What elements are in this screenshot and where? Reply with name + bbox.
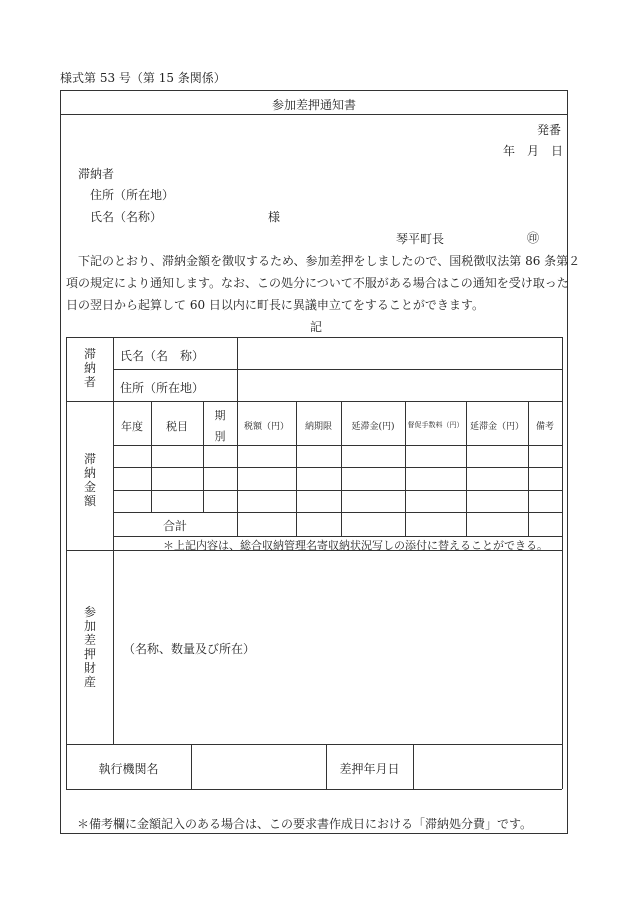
seizure-divider [413,744,414,789]
header-zeimoku: 税目 [166,420,188,433]
amount-char: 滞 [83,452,96,466]
amount-char: 額 [83,494,96,508]
property-char: 押 [83,647,96,661]
amount-char: 納 [83,466,96,480]
debtor-char: 者 [83,375,96,389]
document-title: 参加差押通知書 [271,98,356,112]
amount-char: 金 [83,480,96,494]
header-entaikin-2: 延滞金（円） [469,422,524,432]
total-label: 合計 [162,519,187,533]
property-char: 産 [83,675,96,689]
property-char: 財 [83,661,96,675]
debtor-section-bottom [66,401,562,402]
mayor-label: 琴平町長 [396,232,445,246]
table-left [66,337,67,789]
name-label: 氏名（名称） [90,210,163,224]
row-name-label: 氏名（名 称） [120,349,205,363]
amount-row-divider [113,490,562,491]
body-line-1: 下記のとおり、滞納金額を徴収するため、参加差押をしましたので、国税徴収法第 86 条第２ [78,254,581,268]
footer-note: ＊備考欄に金額記入のある場合は、この要求書作成日における「滞納処分費」です。 [77,817,533,831]
header-nendo: 年度 [121,420,143,433]
body-line-3: 日の翌日から起算して 60 日以内に町長に異議申立てをすることができます。 [66,298,484,312]
property-char: 参 [83,605,96,619]
sama-label: 様 [268,210,281,224]
label-column-divider [113,337,114,744]
property-section-label [76,605,104,689]
table-bottom [66,789,562,790]
debtor-label: 滞納者 [78,167,115,181]
hatsuban-label: 発番 [537,123,562,137]
title-divider [60,114,568,115]
seizure-date-value[interactable] [415,746,560,787]
header-kibetsu-1: 期 [214,409,226,422]
name-value[interactable] [240,340,560,368]
debtor-row-divider [113,369,562,370]
address-label: 住所（所在地） [90,188,175,202]
amount-header-divider [113,445,562,446]
amount-section-bottom [66,550,562,551]
header-biko: 備考 [535,422,554,432]
amount-note: ＊上記内容は、総合収納管理名寄収納状況写しの添付に替えることができる。 [163,539,548,552]
agency-label: 執行機関名 [98,762,159,776]
agency-divider [191,744,192,789]
debtor-section-label [76,347,104,389]
ki-label: 記 [310,320,323,334]
property-text: （名称、数量及び所在） [123,642,256,656]
property-char: 加 [83,619,96,633]
amount-row-divider [113,512,562,513]
header-tesuryo: 督促手数料（円） [407,421,464,429]
header-entaikin: 延滞金(円) [351,422,395,432]
debtor-char: 納 [83,361,96,375]
debtor-char: 滞 [83,347,96,361]
table-right [562,337,563,789]
form-number: 様式第 53 号（第 15 条関係） [60,71,226,85]
body-line-2: 項の規定により通知します。なお、この処分について不服がある場合はこの通知を受け取った [66,276,569,290]
agency-value[interactable] [193,746,324,787]
address-value[interactable] [240,371,560,399]
row-address-label: 住所（所在地） [120,381,205,395]
header-kibetsu-2: 別 [214,430,226,443]
issue-date: 年 月 日 [503,144,564,158]
property-section-bottom [66,744,562,745]
seizure-date-label: 差押年月日 [339,762,400,776]
header-nokigen: 納期限 [304,422,332,432]
amount-row-divider [113,467,562,468]
property-char: 差 [83,633,96,647]
table-top [66,337,562,338]
seal-mark: ㊞ [527,231,540,245]
header-zeigaku: 税額（円） [243,422,289,432]
amount-section-label [76,452,104,508]
